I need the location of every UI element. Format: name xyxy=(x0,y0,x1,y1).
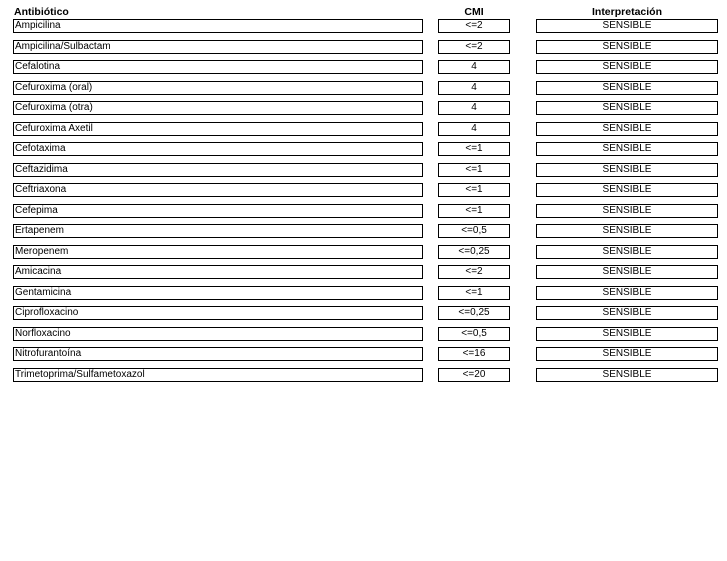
interpretation-cell: SENSIBLE xyxy=(536,19,718,33)
table-row xyxy=(13,368,718,389)
cmi-value-cell: <=0,25 xyxy=(438,306,510,320)
cmi-value-cell: <=20 xyxy=(438,368,510,382)
interpretation-cell: SENSIBLE xyxy=(536,142,718,156)
interpretation-cell: SENSIBLE xyxy=(536,122,718,136)
antibiotic-name-cell: Cefuroxima (otra) xyxy=(13,101,423,115)
table-header xyxy=(13,5,718,19)
antibiotic-name-cell: Ertapenem xyxy=(13,224,423,238)
antibiotic-name-cell: Gentamicina xyxy=(13,286,423,300)
cmi-value-cell: <=1 xyxy=(438,163,510,177)
table-row xyxy=(13,286,718,307)
antibiotic-name-cell: Ciprofloxacino xyxy=(13,306,423,320)
cmi-value-cell: <=1 xyxy=(438,286,510,300)
cmi-value-cell: <=0,5 xyxy=(438,327,510,341)
cmi-value-cell: <=0,25 xyxy=(438,245,510,259)
antibiotic-name-cell: Ampicilina/Sulbactam xyxy=(13,40,423,54)
cmi-column-header: CMI xyxy=(464,6,484,18)
interpretation-cell: SENSIBLE xyxy=(536,224,718,238)
cmi-value-cell: <=2 xyxy=(438,265,510,279)
antibiotic-name-cell: Cefuroxima (oral) xyxy=(13,81,423,95)
interpretation-cell: SENSIBLE xyxy=(536,101,718,115)
cmi-value-cell: 4 xyxy=(438,122,510,136)
table-row xyxy=(13,40,718,61)
antibiotic-name-cell: Ceftazidima xyxy=(13,163,423,177)
table-row xyxy=(13,183,718,204)
interpretation-cell: SENSIBLE xyxy=(536,286,718,300)
table-row xyxy=(13,60,718,81)
table-body xyxy=(13,19,718,388)
table-row xyxy=(13,265,718,286)
cmi-value-cell: <=2 xyxy=(438,40,510,54)
cmi-value-cell: 4 xyxy=(438,101,510,115)
cmi-value-cell: <=1 xyxy=(438,183,510,197)
table-row xyxy=(13,101,718,122)
antibiotic-name-cell: Norfloxacino xyxy=(13,327,423,341)
interpretation-cell: SENSIBLE xyxy=(536,327,718,341)
antibiotic-name-cell: Nitrofurantoína xyxy=(13,347,423,361)
interpretation-cell: SENSIBLE xyxy=(536,81,718,95)
interpretation-cell: SENSIBLE xyxy=(536,40,718,54)
antibiotic-name-cell: Cefepima xyxy=(13,204,423,218)
table-row xyxy=(13,19,718,40)
cmi-value-cell: <=16 xyxy=(438,347,510,361)
table-row xyxy=(13,204,718,225)
cmi-value-cell: <=1 xyxy=(438,142,510,156)
antibiotic-name-cell: Trimetoprima/Sulfametoxazol xyxy=(13,368,423,382)
table-row xyxy=(13,81,718,102)
interpretation-cell: SENSIBLE xyxy=(536,204,718,218)
interpretation-cell: SENSIBLE xyxy=(536,265,718,279)
antibiotic-name-cell: Cefotaxima xyxy=(13,142,423,156)
interpretation-cell: SENSIBLE xyxy=(536,306,718,320)
table-row xyxy=(13,245,718,266)
cmi-value-cell: <=2 xyxy=(438,19,510,33)
cmi-value-cell: 4 xyxy=(438,60,510,74)
table-row xyxy=(13,122,718,143)
antibiogram-table xyxy=(13,5,718,388)
interpretation-cell: SENSIBLE xyxy=(536,163,718,177)
interpretation-cell: SENSIBLE xyxy=(536,60,718,74)
table-row xyxy=(13,347,718,368)
table-row xyxy=(13,327,718,348)
cmi-value-cell: 4 xyxy=(438,81,510,95)
antibiotic-name-cell: Cefalotina xyxy=(13,60,423,74)
antibiotic-name-cell: Ceftriaxona xyxy=(13,183,423,197)
interpretation-cell: SENSIBLE xyxy=(536,368,718,382)
table-row xyxy=(13,224,718,245)
antibiotic-column-header: Antibiótico xyxy=(14,6,69,18)
antibiotic-name-cell: Cefuroxima Axetil xyxy=(13,122,423,136)
interpretation-cell: SENSIBLE xyxy=(536,245,718,259)
antibiotic-name-cell: Amicacina xyxy=(13,265,423,279)
table-row xyxy=(13,142,718,163)
table-row xyxy=(13,163,718,184)
interpretation-cell: SENSIBLE xyxy=(536,183,718,197)
interpretation-column-header: Interpretación xyxy=(591,6,662,18)
table-row xyxy=(13,306,718,327)
cmi-value-cell: <=0,5 xyxy=(438,224,510,238)
antibiotic-name-cell: Ampicilina xyxy=(13,19,423,33)
antibiotic-name-cell: Meropenem xyxy=(13,245,423,259)
cmi-value-cell: <=1 xyxy=(438,204,510,218)
interpretation-cell: SENSIBLE xyxy=(536,347,718,361)
